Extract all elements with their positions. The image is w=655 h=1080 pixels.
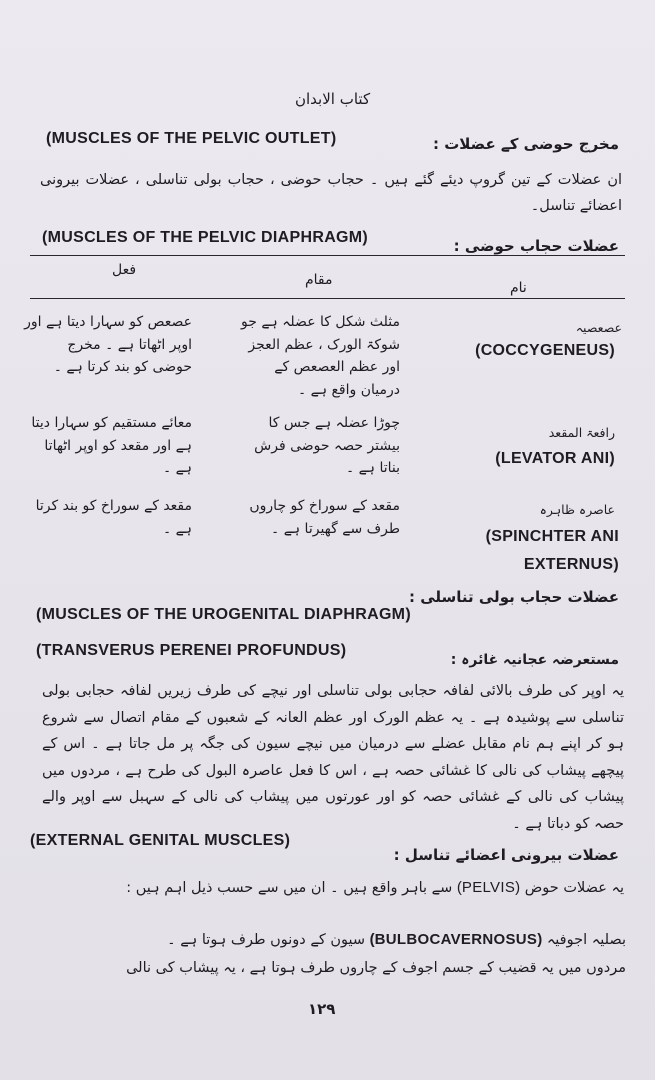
bulbocavernosus-text [36,926,626,982]
external-genital-text [42,874,624,902]
pelvic-outlet-heading-ur: مخرج حوضی کے عضلات : [432,135,619,153]
external-genital-heading-en: (EXTERNAL GENITAL MUSCLES) [30,832,291,849]
table-top-rule [30,255,625,256]
bulbo-text: سیون کے دونوں طرف ہوتا ہے ۔ [167,932,366,948]
row-action: معائے مستقیم کو سہارا دیتا ہے اور مقعد کو اوپر اٹھاتا ہے ۔ [31,415,192,476]
row-name-en: (COCCYGENEUS) [475,342,615,359]
row-action: عصعص کو سہارا دیتا ہے اور اوپر اٹھاتا ہے ۔ مخرج حوضی کو بند کرتا ہے ۔ [24,314,192,375]
row-location: مقعد کے سوراخ کو چاروں طرف سے گھیرتا ہے ۔ [249,498,400,537]
external-genital-heading-ur: عضلات بیرونی اعضائے تناسل : [393,846,619,864]
pelvic-diaphragm-heading-en: (MUSCLES OF THE PELVIC DIAPHRAGM) [42,229,369,246]
transverse-perinei-heading-ur: مستعرضہ عجانیہ غائرہ : [450,652,619,668]
urogenital-heading-en: (MUSCLES OF THE UROGENITAL DIAPHRAGM) [36,606,411,623]
transverse-perinei-heading-en: (TRANSVERUS PERENEI PROFUNDUS) [36,642,347,659]
pelvis-text-before: یہ عضلات حوض [524,880,624,896]
page-number: ١٢٩ [308,1000,336,1018]
bulbo-line-2: مردوں میں یہ قضیب کے جسم اجوف کے چاروں طرف ہوتا ہے ، یہ پیشاب کی نالی [126,960,626,976]
row-name-en: (SPINCHTER ANI EXTERNUS) [485,528,619,573]
pelvis-term: (PELVIS) [456,879,521,896]
pelvis-text-after: سے باہر واقع ہیں ۔ ان میں سے حسب ذیل اہم ہیں : [126,880,453,896]
col-header-action: فعل [112,262,137,278]
col-header-location: مقام [305,272,333,288]
row-name-en: (LEVATOR ANI) [495,450,615,467]
row-name-ur: عاصرہ ظاہرہ [539,502,615,517]
pelvic-diaphragm-heading-ur: عضلات حجاب حوضی : [453,237,619,255]
row-action: مقعد کے سوراخ کو بند کرتا ہے ۔ [35,498,192,537]
pelvic-outlet-heading-en: (MUSCLES OF THE PELVIC OUTLET) [46,130,337,147]
table-header-rule [30,298,625,299]
row-location: مثلث شکل کا عضلہ ہے جو شوکۃ الورک ، عظم العجز اور عظم العصعص کے درمیان واقع ہے ۔ [241,314,400,398]
urogenital-heading-ur: عضلات حجاب بولی تناسلی : [409,588,619,606]
bulbo-name-ur: بصلیہ اجوفیہ [546,932,626,948]
pelvic-outlet-text: ان عضلات کے تین گروپ دیئے گئے ہیں ۔ حجاب حوضی ، حجاب بولی تناسلی ، عضلات بیرونی اعضائے تناسل۔ [40,172,622,214]
row-name-ur: رافعۃ المقعد [548,425,615,440]
row-name-ur: عصعصیہ [575,320,622,335]
col-header-name: نام [510,280,527,296]
transverse-perinei-text: یہ اوپر کی طرف بالائی لفافہ حجابی بولی تناسلی اور نیچے کی طرف زیریں لفافہ حجابی بولی تناسلی سے پوشیدہ ہے ۔ یہ عظم الورک اور عظم العانہ کے شعبوں کے مقام اتصال سے شروع ہو کر اپنے ہم نام مقابل عضلے سے درمیان میں نیچے سیون کی جگہ پر مل جاتا ہے ۔ اس کے پیچھے پیشاب کی نالی کا غشائی حصہ ہے ، اس کا فعل عاصرہ البول کی طرح ہے ، مردوں میں پیشاب کی نالی کے غشائی حصہ کو اور عورتوں میں پیشاب کی نالی کے سہبل سے اوپر والے حصہ کو دباتا ہے ۔ [42,683,624,832]
book-title: كتاب الابدان [295,90,371,108]
bulbo-name-en: (BULBOCAVERNOSUS) [369,931,543,948]
row-location: چوڑا عضلہ ہے جس کا بیشتر حصہ حوضی فرش بناتا ہے ۔ [254,415,400,476]
